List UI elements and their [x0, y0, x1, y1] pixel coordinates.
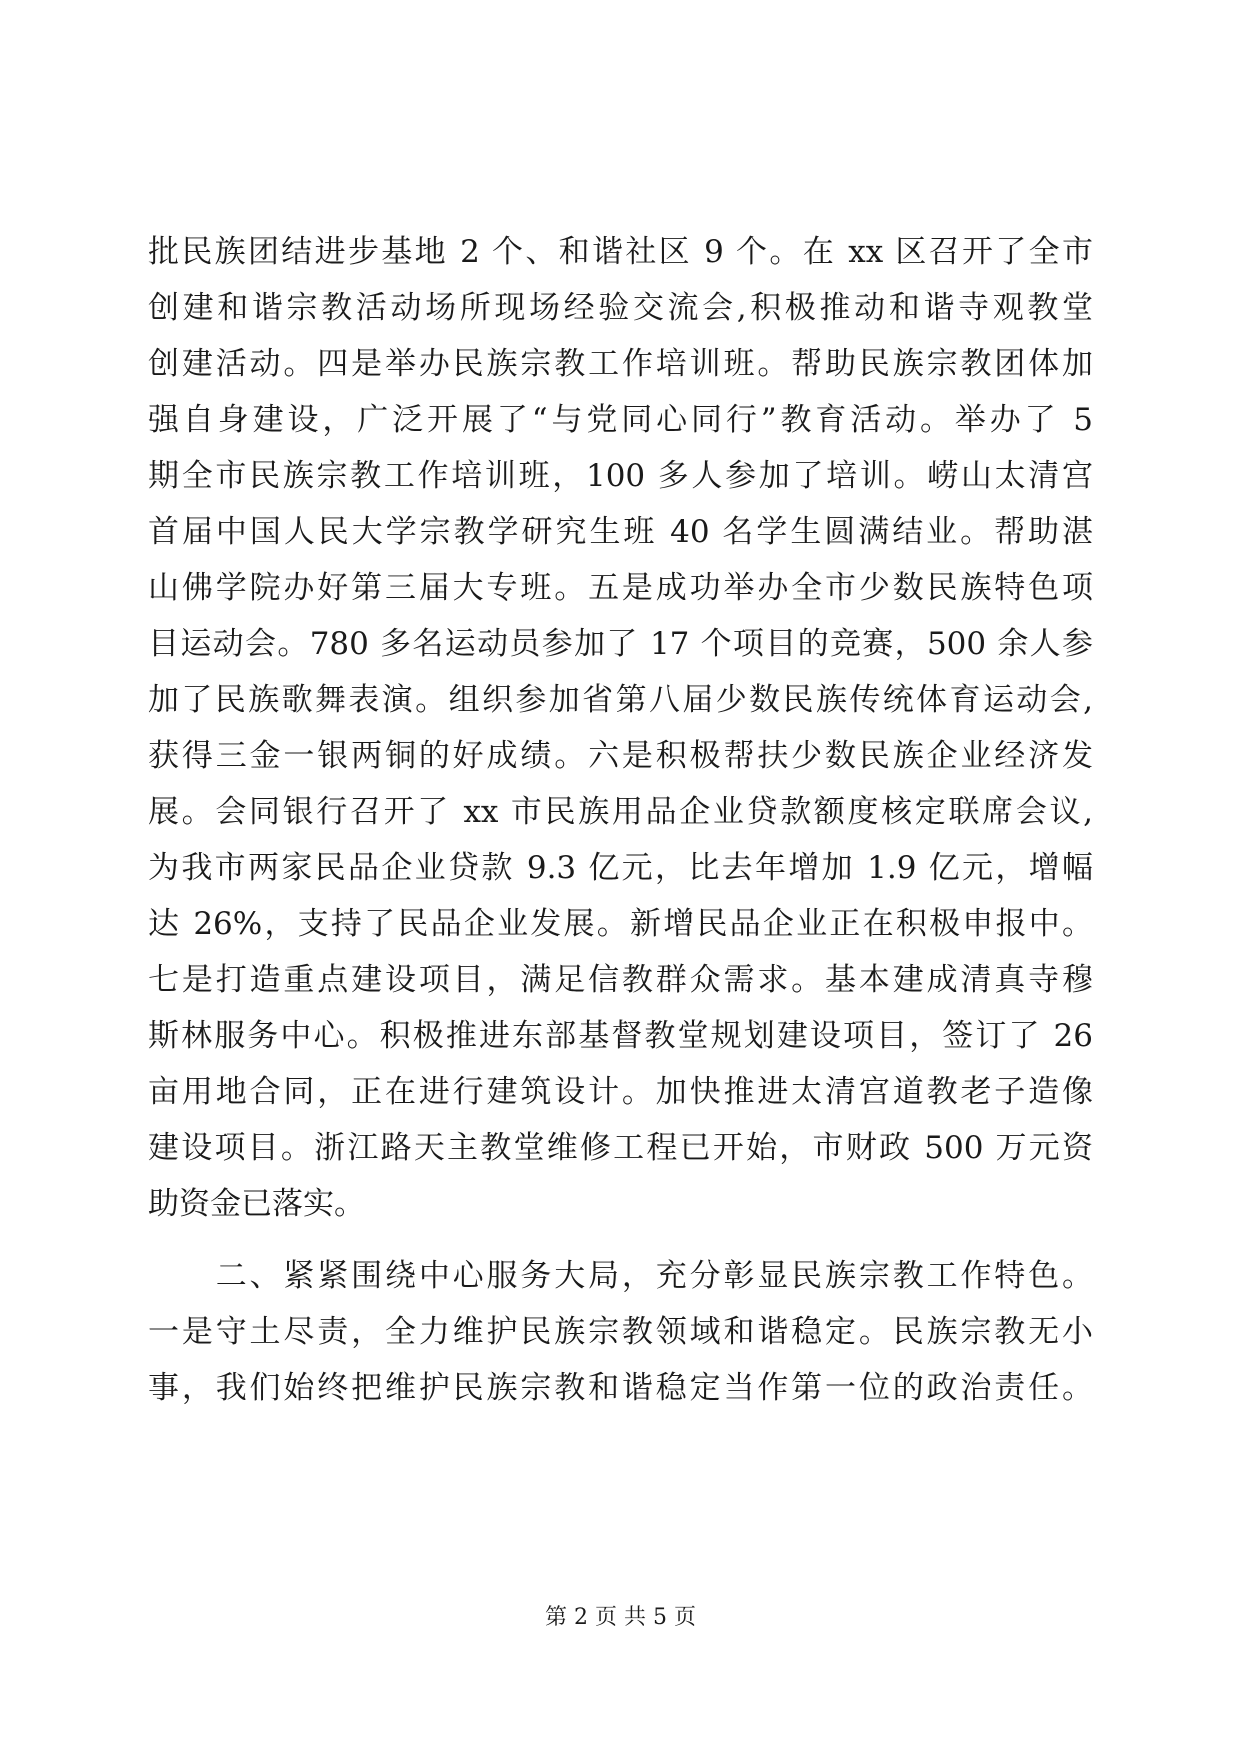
text-line: 批民族团结进步基地 2 个、和谐社区 9 个。在 xx 区召开了全市: [148, 234, 1093, 270]
text-line: 获得三金一银两铜的好成绩。六是积极帮扶少数民族企业经济发: [148, 738, 1093, 774]
text-line: 事，我们始终把维护民族宗教和谐稳定当作第一位的政治责任。: [148, 1370, 1093, 1406]
text-line: 创建和谐宗教活动场所现场经验交流会,积极推动和谐寺观教堂: [148, 290, 1093, 326]
page-number-footer: 第 2 页 共 5 页: [545, 1605, 696, 1630]
text-line: 斯林服务中心。积极推进东部基督教堂规划建设项目，签订了 26: [148, 1018, 1093, 1054]
text-line: 建设项目。浙江路天主教堂维修工程已开始，市财政 500 万元资: [148, 1130, 1093, 1166]
paragraph-2: [148, 1248, 1093, 1416]
text-line: 一是守土尽责，全力维护民族宗教领域和谐稳定。民族宗教无小: [148, 1314, 1093, 1350]
text-line: 期全市民族宗教工作培训班，100 多人参加了培训。崂山太清宫: [148, 458, 1093, 494]
document-body: [148, 224, 1093, 1416]
text-line: 七是打造重点建设项目，满足信教群众需求。基本建成清真寺穆: [148, 962, 1093, 998]
text-line: 助资金已落实。: [148, 1186, 365, 1222]
text-line: 首届中国人民大学宗教学研究生班 40 名学生圆满结业。帮助湛: [148, 514, 1093, 550]
text-line: 创建活动。四是举办民族宗教工作培训班。帮助民族宗教团体加: [148, 346, 1093, 382]
paragraph-gap: [148, 1232, 1093, 1248]
text-line: 强自身建设，广泛开展了“与党同心同行”教育活动。举办了 5: [148, 402, 1093, 438]
paragraph-1: [148, 224, 1093, 1232]
text-line: 展。会同银行召开了 xx 市民族用品企业贷款额度核定联席会议,: [148, 794, 1093, 830]
text-line: 达 26%，支持了民品企业发展。新增民品企业正在积极申报中。: [148, 906, 1093, 942]
text-line: 二、紧紧围绕中心服务大局，充分彰显民族宗教工作特色。: [148, 1258, 1093, 1294]
text-line: 山佛学院办好第三届大专班。五是成功举办全市少数民族特色项: [148, 570, 1093, 606]
text-line: 加了民族歌舞表演。组织参加省第八届少数民族传统体育运动会,: [148, 682, 1093, 718]
text-line: 目运动会。780 多名运动员参加了 17 个项目的竞赛，500 余人参: [148, 626, 1093, 662]
text-line: 为我市两家民品企业贷款 9.3 亿元，比去年增加 1.9 亿元，增幅: [148, 850, 1093, 886]
text-line: 亩用地合同，正在进行建筑设计。加快推进太清宫道教老子造像: [148, 1074, 1093, 1110]
